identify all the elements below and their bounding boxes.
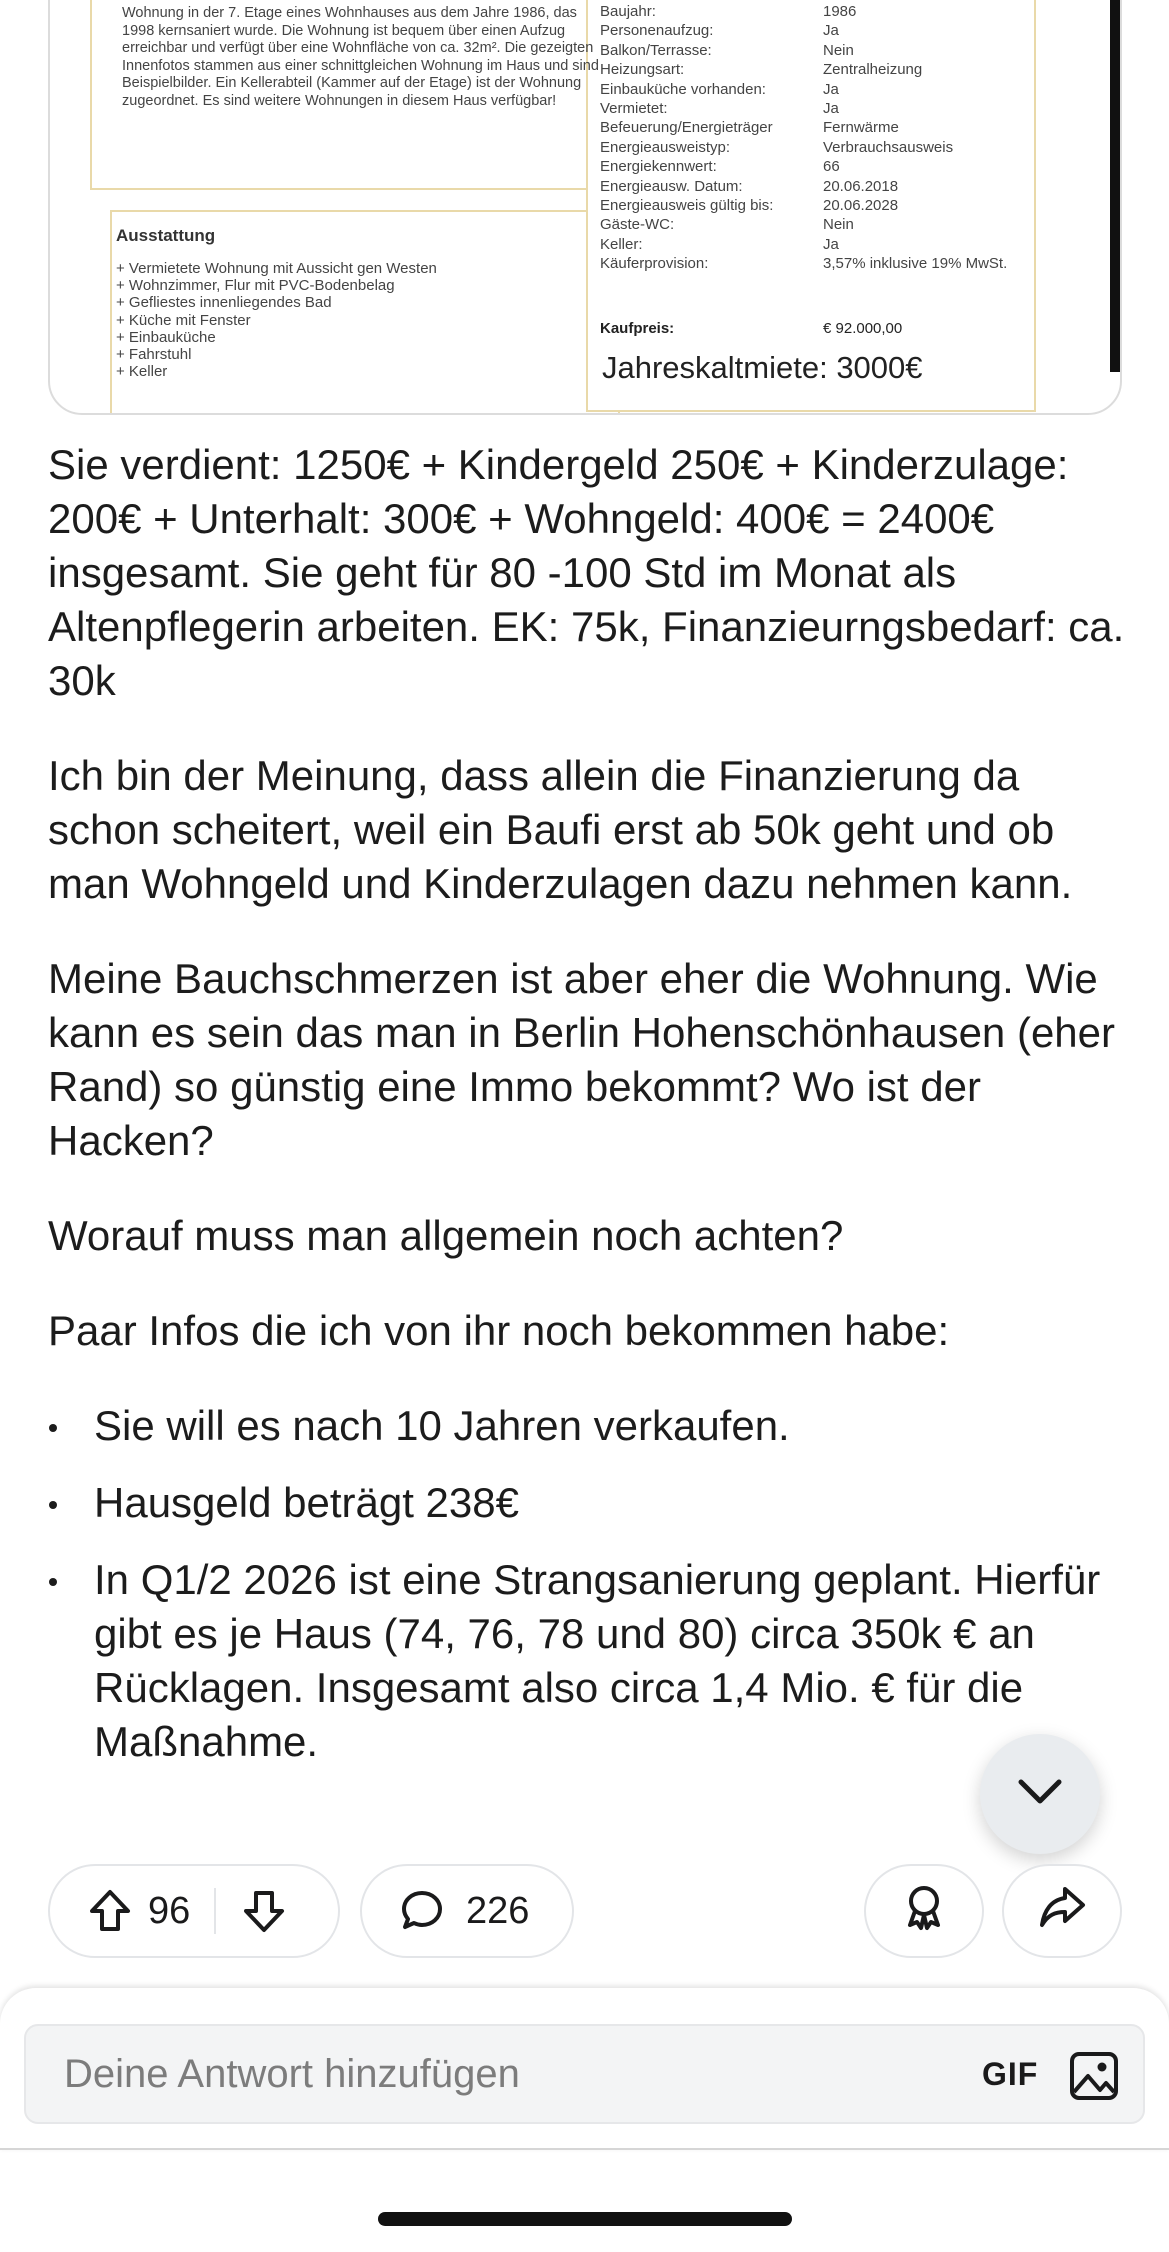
detail-label: Balkon/Terrasse: bbox=[600, 41, 712, 59]
bullet-item bbox=[48, 1553, 1128, 1769]
post-paragraph: Sie verdient: 1250€ + Kindergeld 250€ + Kinderzulage: 200€ + Unterhalt: 300€ + Wohngeld: 400€ = 2400€ insgesamt. Sie geht für 80 -100 Std im Monat als Altenpflegerin arbeiten. EK: 75k, Finanzieurngsbedarf: ca. 30k bbox=[48, 441, 1125, 704]
home-indicator[interactable] bbox=[378, 2212, 792, 2226]
vote-control bbox=[48, 1864, 340, 1958]
detail-value: Ja bbox=[823, 22, 839, 40]
downvote-button[interactable] bbox=[240, 1887, 288, 1935]
listing-image[interactable] bbox=[48, 0, 1122, 415]
detail-label: Befeuerung/Energieträger bbox=[600, 119, 773, 137]
bullet-item bbox=[48, 1399, 1128, 1453]
feature-item: + Vermietete Wohnung mit Aussicht gen Westen bbox=[116, 260, 437, 277]
detail-label: Energieausw. Datum: bbox=[600, 177, 743, 195]
share-button[interactable] bbox=[1002, 1864, 1122, 1958]
detail-row bbox=[600, 254, 1007, 273]
post-bullet-list bbox=[48, 1399, 1128, 1769]
feature-item: + Einbauküche bbox=[116, 328, 216, 346]
listing-edge bbox=[1110, 0, 1120, 372]
detail-row bbox=[600, 196, 1007, 215]
feature-item: + Fahrstuhl bbox=[116, 346, 192, 364]
listing-features-title: Ausstattung bbox=[116, 226, 216, 245]
detail-value: Nein bbox=[823, 216, 854, 234]
detail-value: Verbrauchsausweis bbox=[823, 138, 954, 156]
bullet-dot bbox=[49, 1578, 57, 1586]
bullet-text: Hausgeld beträgt 238€ bbox=[94, 1479, 519, 1526]
detail-value: Zentralheizung bbox=[823, 61, 923, 79]
detail-row bbox=[600, 80, 1007, 99]
detail-row bbox=[600, 2, 1007, 21]
detail-value: 66 bbox=[823, 158, 840, 176]
listing-price bbox=[600, 320, 902, 337]
detail-label: Keller: bbox=[600, 235, 643, 253]
post-paragraph: Meine Bauchschmerzen ist aber eher die Wohnung. Wie kann es sein das man in Berlin Hohenschönhausen (eher Rand) so günstig eine Immo bekommt? Wo ist der Hacken? bbox=[48, 955, 1116, 1164]
award-button[interactable] bbox=[864, 1864, 984, 1958]
detail-label: Gäste-WC: bbox=[600, 216, 675, 234]
reply-composer bbox=[0, 1988, 1169, 2150]
image-button[interactable] bbox=[1068, 2050, 1120, 2102]
listing-description: Wohnung in der 7. Etage eines Wohnhauses aus dem Jahre 1986, das 1998 kernsaniert wurde. Die Wohnung ist bequem über einen Aufzug erreichbar und verfügt über eine Wohnfläche von ca. 32m². Die gezeigten Innenfotos stammen aus einer schnittgleichen Wohnung im Haus und sind Beispielbilder. Ein Kellerabteil (Kammer auf der Etage) ist der Wohnung zugeordnet. Es sind weitere Wohnungen in diesem Haus verfügbar! bbox=[122, 5, 599, 109]
feature-item: + Keller bbox=[116, 363, 168, 381]
detail-value: Ja bbox=[823, 80, 839, 98]
detail-label: Einbauküche vorhanden: bbox=[600, 80, 766, 98]
detail-label: Energieausweistyp: bbox=[600, 138, 731, 156]
bullet-dot bbox=[49, 1424, 57, 1432]
post-paragraph: Paar Infos die ich von ihr noch bekommen habe: bbox=[48, 1307, 950, 1354]
upvote-icon bbox=[86, 1887, 134, 1935]
detail-value: 20.06.2028 bbox=[823, 197, 899, 215]
detail-label: Personenaufzug: bbox=[600, 22, 714, 40]
detail-row bbox=[600, 118, 1007, 137]
detail-label: Energiekennwert: bbox=[600, 158, 717, 176]
detail-row bbox=[600, 60, 1007, 79]
detail-label: Vermietet: bbox=[600, 100, 668, 118]
comment-count: 226 bbox=[466, 1889, 530, 1932]
detail-value: Ja bbox=[823, 235, 839, 253]
feature-item: + Gefliestes innenliegendes Bad bbox=[116, 294, 332, 312]
vote-divider bbox=[214, 1888, 216, 1934]
detail-value: Nein bbox=[823, 41, 854, 59]
detail-row bbox=[600, 157, 1007, 176]
downvote-icon bbox=[240, 1887, 288, 1935]
gif-button[interactable]: GIF bbox=[982, 2056, 1039, 2092]
chevron-down-icon bbox=[1017, 1777, 1063, 1812]
detail-row bbox=[600, 138, 1007, 157]
detail-label: Energieausweis gültig bis: bbox=[600, 197, 774, 215]
detail-row bbox=[600, 21, 1007, 40]
post-paragraph: Ich bin der Meinung, dass allein die Finanzierung da schon scheitert, weil ein Baufi erst ab 50k geht und ob man Wohngeld und Kinderzulagen dazu nehmen kann. bbox=[48, 752, 1073, 907]
comments-button[interactable] bbox=[360, 1864, 574, 1958]
detail-row bbox=[600, 215, 1007, 234]
price-value: € 92.000,00 bbox=[823, 320, 903, 337]
bullet-text: In Q1/2 2026 ist eine Strangsanierung geplant. Hierfür gibt es je Haus (74, 76, 78 und 80) circa 350k € an Rücklagen. Insgesamt also circa 1,4 Mio. € für die Maßnahme. bbox=[94, 1556, 1101, 1765]
bullet-dot bbox=[49, 1501, 57, 1509]
collapse-button[interactable] bbox=[980, 1734, 1100, 1854]
detail-value: 3,57% inklusive 19% MwSt. bbox=[823, 255, 1008, 273]
bullet-item bbox=[48, 1476, 1128, 1530]
comment-icon bbox=[398, 1887, 446, 1935]
reply-input[interactable] bbox=[24, 2024, 1145, 2124]
detail-value: Ja bbox=[823, 100, 839, 118]
rent-note: Jahreskaltmiete: 3000€ bbox=[602, 350, 923, 385]
post-body bbox=[48, 438, 1128, 1792]
award-icon bbox=[899, 1881, 949, 1941]
price-label: Kaufpreis: bbox=[600, 320, 675, 337]
detail-value: Fernwärme bbox=[823, 119, 899, 137]
detail-row bbox=[600, 235, 1007, 254]
detail-label: Käuferprovision: bbox=[600, 255, 709, 273]
listing-details-table bbox=[600, 2, 1007, 274]
feature-item: + Wohnzimmer, Flur mit PVC-Bodenbelag bbox=[116, 277, 395, 295]
detail-label: Baujahr: bbox=[600, 3, 656, 20]
upvote-button[interactable] bbox=[86, 1887, 134, 1935]
post-paragraph: Worauf muss man allgemein noch achten? bbox=[48, 1212, 844, 1259]
detail-value: 1986 bbox=[823, 3, 857, 20]
upvote-count: 96 bbox=[148, 1889, 191, 1932]
share-icon bbox=[1037, 1881, 1087, 1941]
detail-value: 20.06.2018 bbox=[823, 177, 899, 195]
feature-item: + Küche mit Fenster bbox=[116, 311, 251, 329]
detail-label: Heizungsart: bbox=[600, 61, 685, 79]
image-icon bbox=[1068, 2050, 1120, 2102]
detail-row bbox=[600, 177, 1007, 196]
detail-row bbox=[600, 41, 1007, 60]
bullet-text: Sie will es nach 10 Jahren verkaufen. bbox=[94, 1402, 790, 1449]
reply-placeholder: Deine Antwort hinzufügen bbox=[64, 2052, 520, 2096]
listing-features bbox=[116, 260, 437, 380]
detail-row bbox=[600, 99, 1007, 118]
